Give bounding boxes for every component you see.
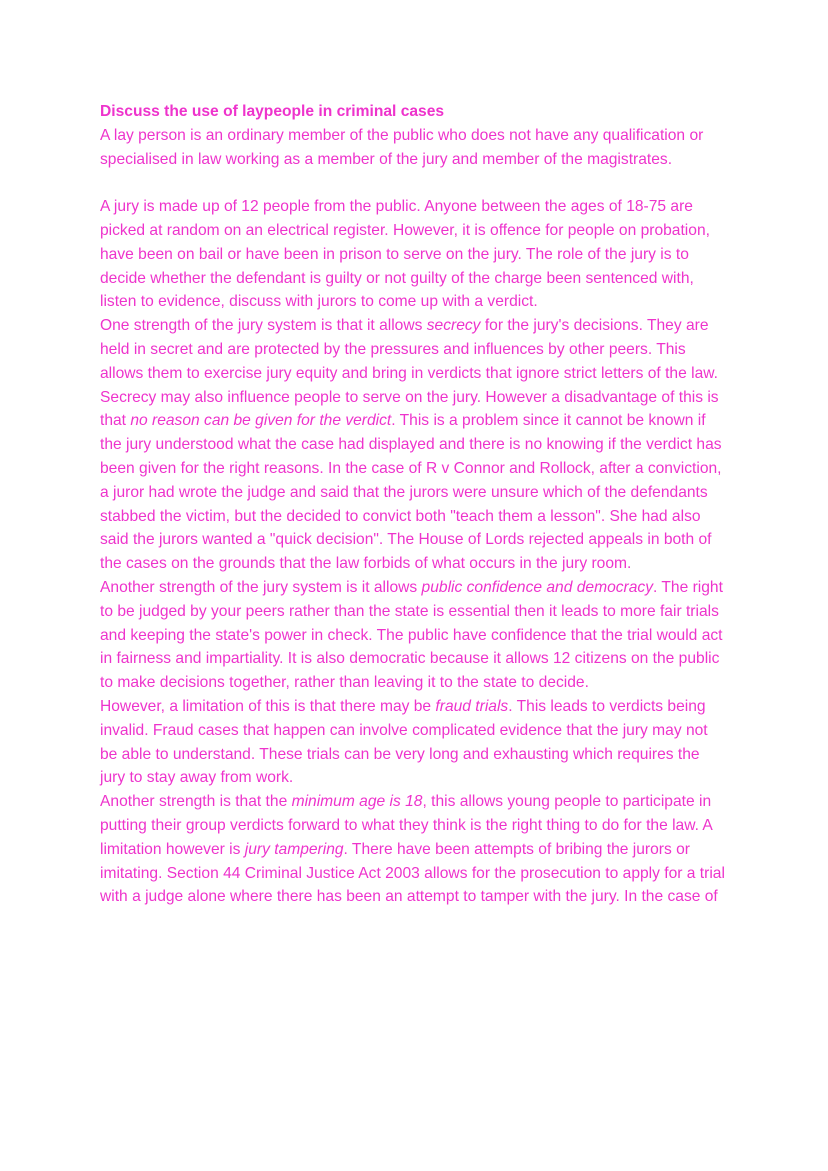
document-title: Discuss the use of laypeople in criminal cases — [100, 103, 445, 120]
secrecy-text-a: One strength of the jury system is that it allows — [100, 317, 427, 335]
fraud-text-a: However, a limitation of this is that there may be — [100, 697, 436, 715]
secrecy-text-c: . This is a problem since it cannot be known if the jury understood what the case had displayed and there is no knowing if the verdict has been given for the right reasons. In the case of R v Connor and Rollock, after a conviction, a juror had wrote the judge and said that the jurors were unsure which of the defendants stabbed the victim, but the decided to convict both "teach them a lesson". She had also said the jurors wanted a "quick decision". The House of Lords rejected appeals in both of the cases on the grounds that the law forbids of what occurs in the jury room. — [100, 412, 722, 573]
public-confidence-paragraph — [100, 576, 728, 695]
secrecy-emphasis: secrecy — [426, 317, 481, 335]
public-confidence-emphasis: public confidence and democracy — [421, 578, 653, 596]
minimum-age-paragraph — [100, 790, 728, 909]
jury-tampering-emphasis: jury tampering — [244, 840, 344, 858]
fraud-trials-emphasis: fraud trials — [435, 697, 509, 715]
minimum-age-emphasis: minimum age is 18 — [291, 793, 423, 811]
age-text-b: , this allows young people to participate in putting their group verdicts forward to what they think is the right thing to do for the law. A limitation however is — [100, 793, 712, 858]
age-text-c: . There have been attempts of bribing the jurors or imitating. Section 44 Criminal Justice Act 2003 allows for the prosecution to apply for a trial with a judge alone where there has been an attempt to tamper with the jury. In the case of — [100, 840, 725, 906]
paragraph-gap — [100, 171, 728, 195]
fraud-text-b: . This leads to verdicts being invalid. Fraud cases that happen can involve complicated evidence that the jury may not be able to understand. These trials can be very long and exhausting which requires the jury to stay away from work. — [100, 697, 708, 787]
age-text-a: Another strength is that the — [100, 793, 292, 811]
secrecy-paragraph — [100, 314, 728, 576]
jury-description-paragraph: A jury is made up of 12 people from the public. Anyone between the ages of 18-75 are picked at random on an electrical register. However, it is offence for people on probation, have been on bail or have been in prison to serve on the jury. The role of the jury is to decide whether the defendant is guilty or not guilty of the charge been sentenced with, listen to evidence, discuss with jurors to come up with a verdict. — [100, 198, 710, 311]
no-reason-emphasis: no reason can be given for the verdict — [130, 412, 392, 430]
confidence-text-a: Another strength of the jury system is it allows — [100, 578, 422, 596]
confidence-text-b: . The right to be judged by your peers rather than the state is essential then it leads to more fair trials and keeping the state's power in check. The public have confidence that the trial would act in fairness and impartiality. It is also democratic because it allows 12 citizens on the public to make decisions together, rather than leaving it to the state to decide. — [100, 578, 723, 692]
secrecy-text-b: for the jury's decisions. They are held in secret and are protected by the pressures and influences by other peers. This allows them to exercise jury equity and bring in verdicts that ignore strict letters of the law. Secrecy may also influence people to serve on the jury. However a disadvantage of this is that — [100, 317, 719, 430]
fraud-trials-paragraph — [100, 695, 728, 790]
intro-paragraph: A lay person is an ordinary member of the public who does not have any qualification or specialised in law working as a member of the jury and member of the magistrates. — [100, 126, 704, 168]
document-page — [100, 100, 728, 909]
